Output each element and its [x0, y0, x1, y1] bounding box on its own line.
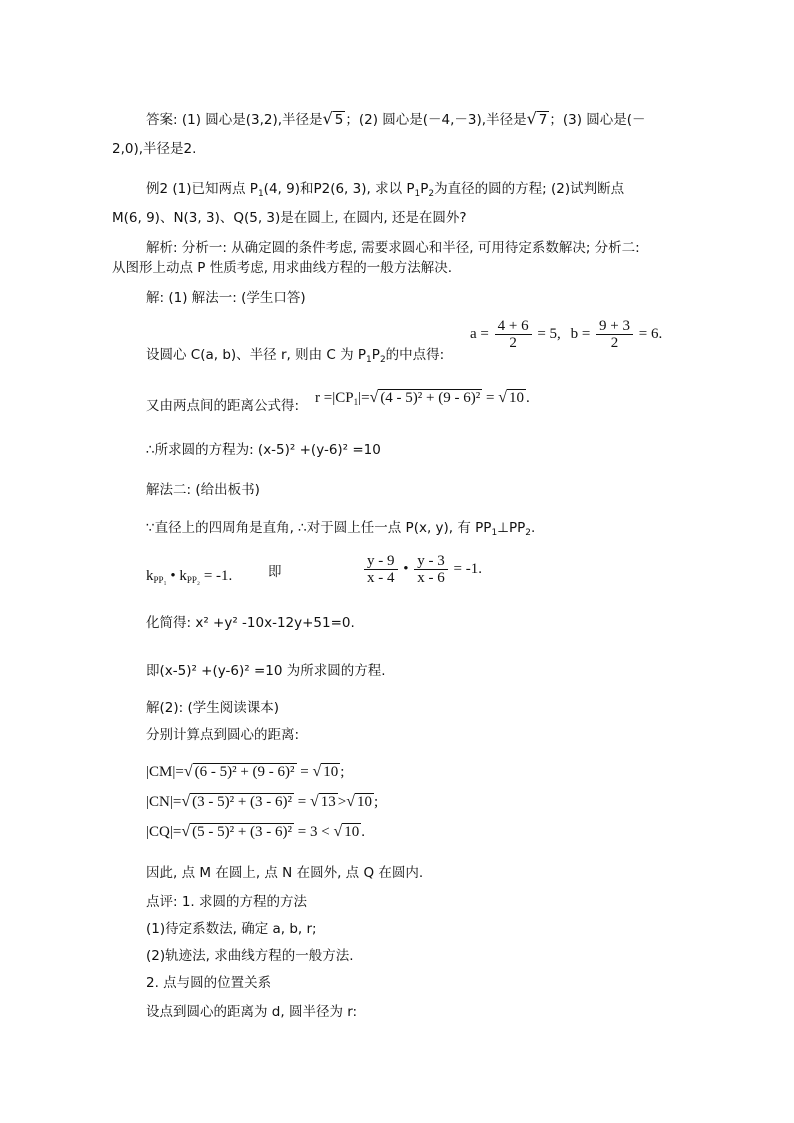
sqrt-5: √ 5: [322, 109, 344, 128]
answer-text-a: 答案: (1) 圆心是(3,2),半径是: [146, 112, 323, 128]
analysis-line-1: 解析: 分析一: 从确定圆的条件考虑, 需要求圆心和半径, 可用待定系数解决; 分析二:: [146, 240, 640, 256]
answer-line-1: [146, 110, 646, 129]
conclude-line: 即(x-5)² +(y-6)² =10 为所求圆的方程.: [146, 663, 386, 679]
dist-lhs: r =|CP: [315, 390, 354, 406]
example2-line-1: [146, 180, 624, 203]
cq-end: .: [361, 824, 365, 840]
slope-product: [146, 568, 232, 585]
sqrt-7: √ 7: [526, 109, 548, 128]
answer-text-b: ；(2) 圆心是(－4,－3),半径是: [345, 112, 527, 128]
b-eq: b =: [570, 325, 591, 342]
cn-line: [146, 793, 378, 811]
a-fraction: $\frac{4 + 6}{2}$: [495, 318, 532, 351]
relation-heading: 2. 点与圆的位置关系: [146, 975, 272, 991]
k2-sub: PP₂: [186, 575, 201, 585]
f-result: = -1.: [453, 560, 482, 577]
k2: k: [179, 568, 187, 584]
example2-text-a: 例2 (1)已知两点 P: [146, 181, 258, 197]
k-result: = -1.: [203, 568, 233, 584]
sqrt-cm: √ (6 - 5)² + (9 - 6)²: [183, 763, 295, 780]
dist-sub: 1: [353, 397, 359, 407]
answer-text-c: ；(3) 圆心是(－: [549, 112, 646, 128]
solution1-heading: 解: (1) 解法一: (学生口答): [146, 290, 306, 306]
cn-gt: >: [337, 794, 347, 810]
distance-def-line: 设点到圆心的距离为 d, 圆半径为 r:: [146, 1004, 358, 1020]
k1-sub: PP₁: [153, 575, 167, 585]
a-eq: a =: [470, 325, 489, 342]
therefore-line: 因此, 点 M 在圆上, 点 N 在圆外, 点 Q 在圆内.: [146, 865, 424, 881]
fraction-1: $\frac{y - 9}{x - 4}$: [364, 553, 398, 586]
example2-text-d: 为直径的圆的方程; (2)试判断点: [434, 181, 625, 197]
distance-text: 又由两点间的距离公式得:: [146, 398, 300, 414]
dist-eq: =: [486, 390, 495, 406]
cq-line: [146, 823, 365, 841]
simplify-line: 化简得: x² +y² -10x-12y+51=0.: [146, 615, 355, 631]
cq-eq: = 3 <: [297, 824, 330, 840]
perp-text: ⊥PP: [497, 520, 526, 536]
fraction-2: $\frac{y - 3}{x - 6}$: [414, 553, 448, 586]
setup-text-a: 设圆心 C(a, b)、半径 r, 则由 C 为 P: [146, 347, 367, 363]
midpoint-formula: [470, 318, 662, 351]
sub-2: 2: [428, 189, 435, 199]
cm-eq: =: [300, 764, 309, 780]
example2-line-2: M(6, 9)、N(3, 3)、Q(5, 3)是在圆上, 在圆内, 还是在圆外?: [112, 210, 467, 226]
cn-lhs: |CN|=: [146, 794, 182, 810]
dot-1: •: [170, 568, 176, 584]
cq-lhs: |CQ|=: [146, 824, 182, 840]
sub-because-2: 2: [525, 528, 531, 538]
setup-text-c: 的中点得:: [385, 347, 445, 363]
sqrt-10-cm: √ 10: [312, 763, 339, 780]
part2-heading: 解(2): (学生阅读课本): [146, 700, 279, 716]
cn-end: ;: [374, 794, 379, 810]
sqrt-cq: √ (5 - 5)² + (3 - 6)²: [181, 823, 293, 840]
calc-line: 分别计算点到圆心的距离:: [146, 727, 300, 743]
sqrt-cn: √ (3 - 5)² + (3 - 6)²: [181, 793, 293, 810]
sqrt-10-cn: √ 10: [346, 793, 373, 810]
dist-mid: |=: [358, 390, 370, 406]
sub-setup-2: 2: [379, 355, 386, 365]
sqrt-dist: √ (4 - 5)² + (9 - 6)²: [369, 389, 481, 406]
sub-setup-1: 1: [366, 355, 372, 365]
slope-fraction-product: [362, 553, 482, 586]
sub-1: 1: [257, 189, 264, 199]
sqrt-10-a: √ 10: [498, 389, 524, 406]
because-text: ∵直径上的四周角是直角, ∴对于圆上任一点 P(x, y), 有 PP: [146, 520, 492, 536]
answer-line-2: 2,0),半径是2.: [112, 141, 197, 157]
method-2: (2)轨迹法, 求曲线方程的一般方法.: [146, 948, 354, 964]
setup-text-b: P: [371, 347, 380, 363]
equation-line: ∴所求圆的方程为: (x-5)² +(y-6)² =10: [146, 442, 381, 458]
method-1: (1)待定系数法, 确定 a, b, r;: [146, 921, 317, 937]
example2-text-c: P: [420, 181, 429, 197]
example2-text-b: (4, 9)和P2(6, 3), 求以 P: [263, 181, 415, 197]
comment-line: 点评: 1. 求圆的方程的方法: [146, 894, 308, 910]
sub-because-1: 1: [491, 528, 498, 538]
a-result: = 5,: [537, 325, 561, 342]
cn-eq: =: [297, 794, 307, 810]
ji-word: 即: [268, 564, 282, 580]
cm-lhs: |CM|=: [146, 764, 184, 780]
sqrt-13: √ 13: [310, 793, 336, 810]
b-result: = 6.: [638, 325, 663, 342]
setup-line: [146, 346, 444, 369]
cm-end: ;: [340, 764, 345, 780]
sqrt-10-cq: √ 10: [333, 823, 360, 840]
cm-line: [146, 763, 344, 781]
dot-2: •: [403, 560, 409, 577]
sub-1b: 1: [414, 189, 421, 199]
distance-formula: $r =|CP_1|=√$ (4 - 5)² + (9 - 6)² = √ 10 .: [315, 389, 530, 407]
solution2-heading: 解法二: (给出板书): [146, 482, 260, 498]
analysis-line-2: 从图形上动点 P 性质考虑, 用求曲线方程的一般方法解决.: [112, 260, 453, 276]
because-line: ∵直径上的四周角是直角, ∴对于圆上任一点 P(x, y), 有 $PP_1\perp PP_2$.: [146, 520, 536, 538]
k1: k: [146, 568, 154, 584]
b-fraction: $\frac{9 + 3}{2}$: [596, 318, 633, 351]
